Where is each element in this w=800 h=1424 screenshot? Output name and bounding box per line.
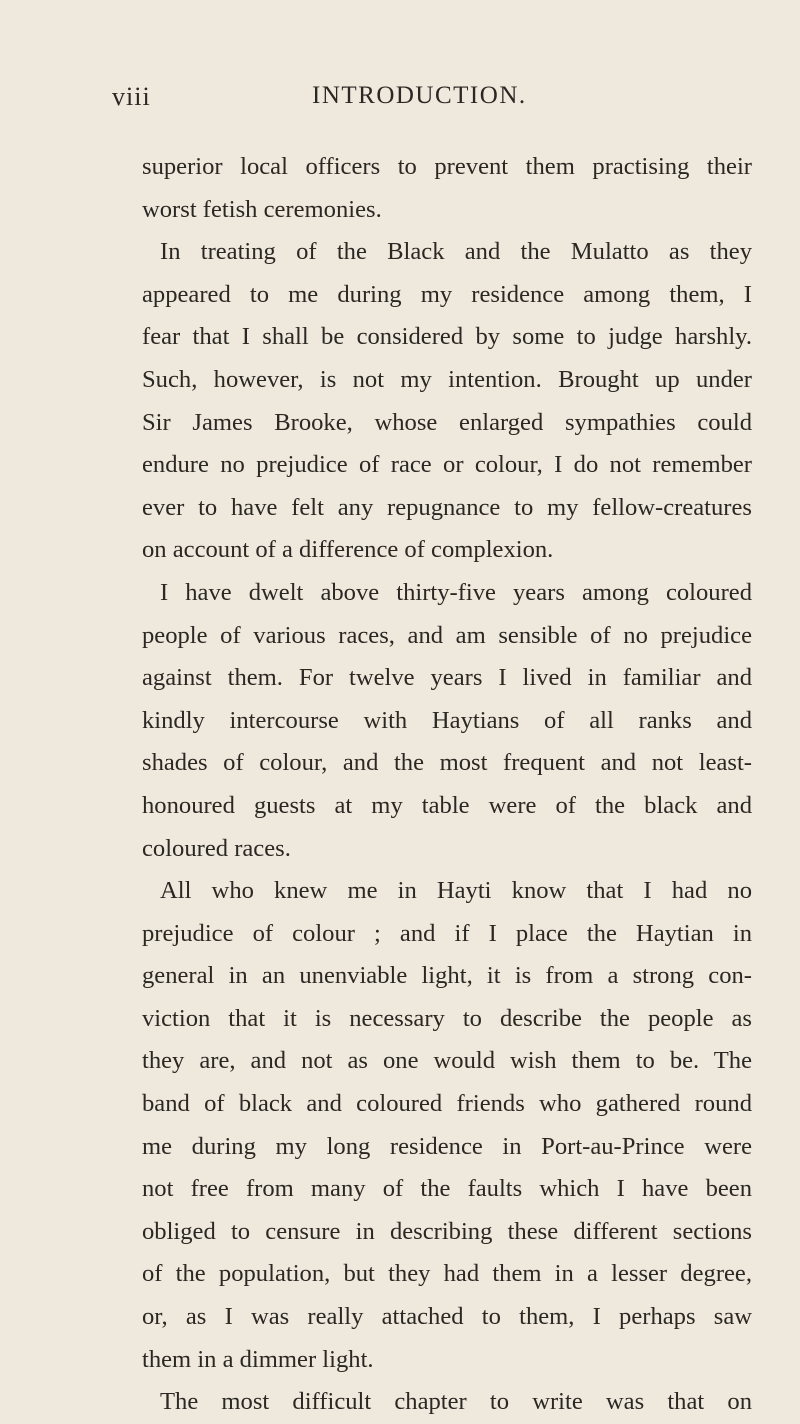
text-line: endure no prejudice of race or colour, I do not remember bbox=[142, 451, 752, 479]
text-line: band of black and coloured friends who gathered round bbox=[142, 1090, 752, 1118]
text-line: or, as I was really attached to them, I perhaps saw bbox=[142, 1303, 752, 1331]
text-line: general in an unenviable light, it is from a strong con- bbox=[142, 962, 752, 990]
running-head: INTRODUCTION. bbox=[312, 82, 527, 109]
text-line: Such, however, is not my intention. Brought up under bbox=[142, 365, 752, 393]
text-line: they are, and not as one would wish them to be. The bbox=[142, 1047, 752, 1075]
text-line: people of various races, and am sensible of no prejudice bbox=[142, 621, 752, 649]
page-number: viii bbox=[112, 82, 151, 111]
text-line: not free from many of the faults which I have been bbox=[142, 1175, 752, 1203]
text-line: All who knew me in Hayti know that I had no bbox=[160, 877, 752, 905]
text-line: against them. For twelve years I lived in familiar and bbox=[142, 664, 752, 692]
text-line: me during my long residence in Port-au-Prince were bbox=[142, 1132, 752, 1160]
text-line: superior local officers to prevent them practising their bbox=[142, 153, 752, 180]
text-line: I have dwelt above thirty-five years among coloured bbox=[160, 578, 752, 606]
text-line: them in a dimmer light. bbox=[142, 1345, 374, 1373]
text-line: prejudice of colour ; and if I place the Haytian in bbox=[142, 919, 752, 947]
text-line: shades of colour, and the most frequent and not least- bbox=[142, 749, 752, 777]
text-line: coloured races. bbox=[142, 834, 291, 862]
page-header bbox=[112, 82, 752, 122]
text-line: appeared to me during my residence among them, I bbox=[142, 280, 752, 308]
text-line: worst fetish ceremonies. bbox=[142, 195, 382, 223]
text-line: kindly intercourse with Haytians of all ranks and bbox=[142, 706, 752, 734]
text-line: of the population, but they had them in a lesser degree, bbox=[142, 1260, 752, 1288]
text-line: Sir James Brooke, whose enlarged sympathies could bbox=[142, 408, 752, 436]
body-text bbox=[142, 146, 752, 1424]
text-line: viction that it is necessary to describe the people as bbox=[142, 1004, 752, 1032]
text-line: obliged to censure in describing these different sections bbox=[142, 1217, 752, 1245]
text-line: In treating of the Black and the Mulatto as they bbox=[160, 238, 752, 266]
text-line: on account of a difference of complexion. bbox=[142, 536, 554, 564]
text-line: The most difficult chapter to write was that on bbox=[160, 1388, 752, 1416]
text-line: ever to have felt any repugnance to my fellow-creatures bbox=[142, 493, 752, 521]
text-line: honoured guests at my table were of the black and bbox=[142, 791, 752, 819]
text-line: fear that I shall be considered by some to judge harshly. bbox=[142, 323, 752, 351]
